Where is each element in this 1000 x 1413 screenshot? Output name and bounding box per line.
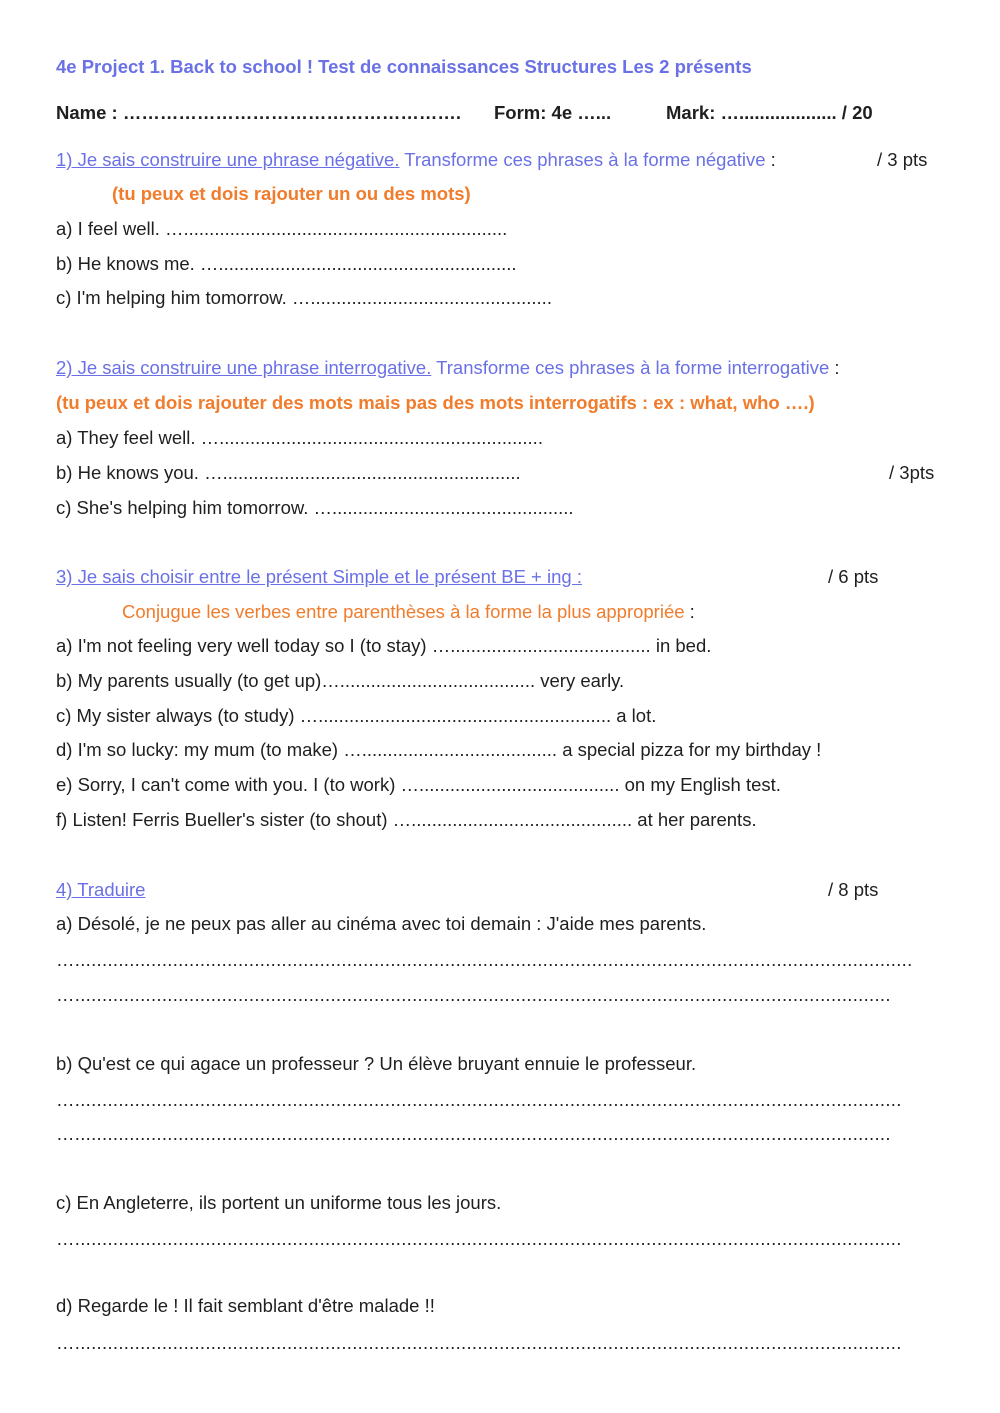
question-4b: b) Qu'est ce qui agace un professeur ? Un élève bruyant ennuie le professeur. xyxy=(56,1053,697,1074)
section-4-heading: 4) Traduire xyxy=(56,879,146,900)
question-1c: c) I'm helping him tomorrow. …............................................... xyxy=(56,287,552,308)
question-2b: b) He knows you. ….......................................................... xyxy=(56,462,521,483)
question-3a: a) I'm not feeling very well today so I (to stay) …....................................... in bed. xyxy=(56,635,712,656)
worksheet-title: 4e Project 1. Back to school ! Test de connaissances Structures Les 2 présents xyxy=(56,56,752,77)
answer-line-4a-1: ….......................................................................................................................................................... xyxy=(56,949,913,970)
name-field: Name : ………………………………………………. xyxy=(56,102,461,123)
section-1-heading: 1) Je sais construire une phrase négative. xyxy=(56,149,400,170)
question-1b: b) He knows me. ….......................................................... xyxy=(56,253,517,274)
section-1-note: (tu peux et dois rajouter un ou des mots) xyxy=(112,183,471,204)
question-3b: b) My parents usually (to get up)…...................................... very early. xyxy=(56,670,625,691)
section-3-instruction: Conjugue les verbes entre parenthèses à la forme la plus appropriée xyxy=(122,601,685,622)
question-3d: d) I'm so lucky: my mum (to make) …...................................... a special pizza for my birthday ! xyxy=(56,739,822,760)
section-1-header: 1) Je sais construire une phrase négative. Transforme ces phrases à la forme négative : xyxy=(56,149,776,170)
section-2-heading: 2) Je sais construire une phrase interrogative. xyxy=(56,357,432,378)
section-2-note: (tu peux et dois rajouter des mots mais pas des mots interrogatifs : ex : what, who ….) xyxy=(56,392,815,413)
section-4-points: / 8 pts xyxy=(828,879,879,900)
question-3c: c) My sister always (to study) …......................................................... a lot. xyxy=(56,705,657,726)
answer-line-4c-1: …........................................................................................................................................................ xyxy=(56,1228,902,1249)
question-3e: e) Sorry, I can't come with you. I (to work) …....................................... on my English test. xyxy=(56,774,781,795)
answer-line-4b-1: …........................................................................................................................................................ xyxy=(56,1089,902,1110)
section-1-points: / 3 pts xyxy=(877,149,928,170)
mark-field: Mark: …................... / 20 xyxy=(666,102,873,123)
section-3-heading: 3) Je sais choisir entre le présent Simple et le présent BE + ing : xyxy=(56,566,582,587)
question-4c: c) En Angleterre, ils portent un uniforme tous les jours. xyxy=(56,1192,502,1213)
question-4d: d) Regarde le ! Il fait semblant d'être malade !! xyxy=(56,1295,435,1316)
answer-line-4b-2: …...................................................................................................................................................... xyxy=(56,1123,891,1144)
section-1-instruction: Transforme ces phrases à la forme négative xyxy=(399,149,766,170)
question-2a: a) They feel well. …............................................................... xyxy=(56,427,543,448)
answer-line-4d-1: …........................................................................................................................................................ xyxy=(56,1332,902,1353)
section-3-points: / 6 pts xyxy=(828,566,879,587)
question-3f: f) Listen! Ferris Bueller's sister (to shout) …........................................... at her parents. xyxy=(56,809,757,830)
section-2-points: / 3pts xyxy=(889,462,935,483)
section-3-instruction-line: Conjugue les verbes entre parenthèses à la forme la plus appropriée : xyxy=(122,601,695,622)
form-field: Form: 4e …... xyxy=(494,102,612,123)
section-2-header: 2) Je sais construire une phrase interrogative. Transforme ces phrases à la forme interrogative : xyxy=(56,357,840,378)
question-4a: a) Désolé, je ne peux pas aller au cinéma avec toi demain : J'aide mes parents. xyxy=(56,913,707,934)
question-1a: a) I feel well. …............................................................... xyxy=(56,218,508,239)
section-2-instruction: Transforme ces phrases à la forme interrogative xyxy=(431,357,830,378)
question-2c: c) She's helping him tomorrow. …............................................... xyxy=(56,497,574,518)
answer-line-4a-2: …...................................................................................................................................................... xyxy=(56,984,891,1005)
